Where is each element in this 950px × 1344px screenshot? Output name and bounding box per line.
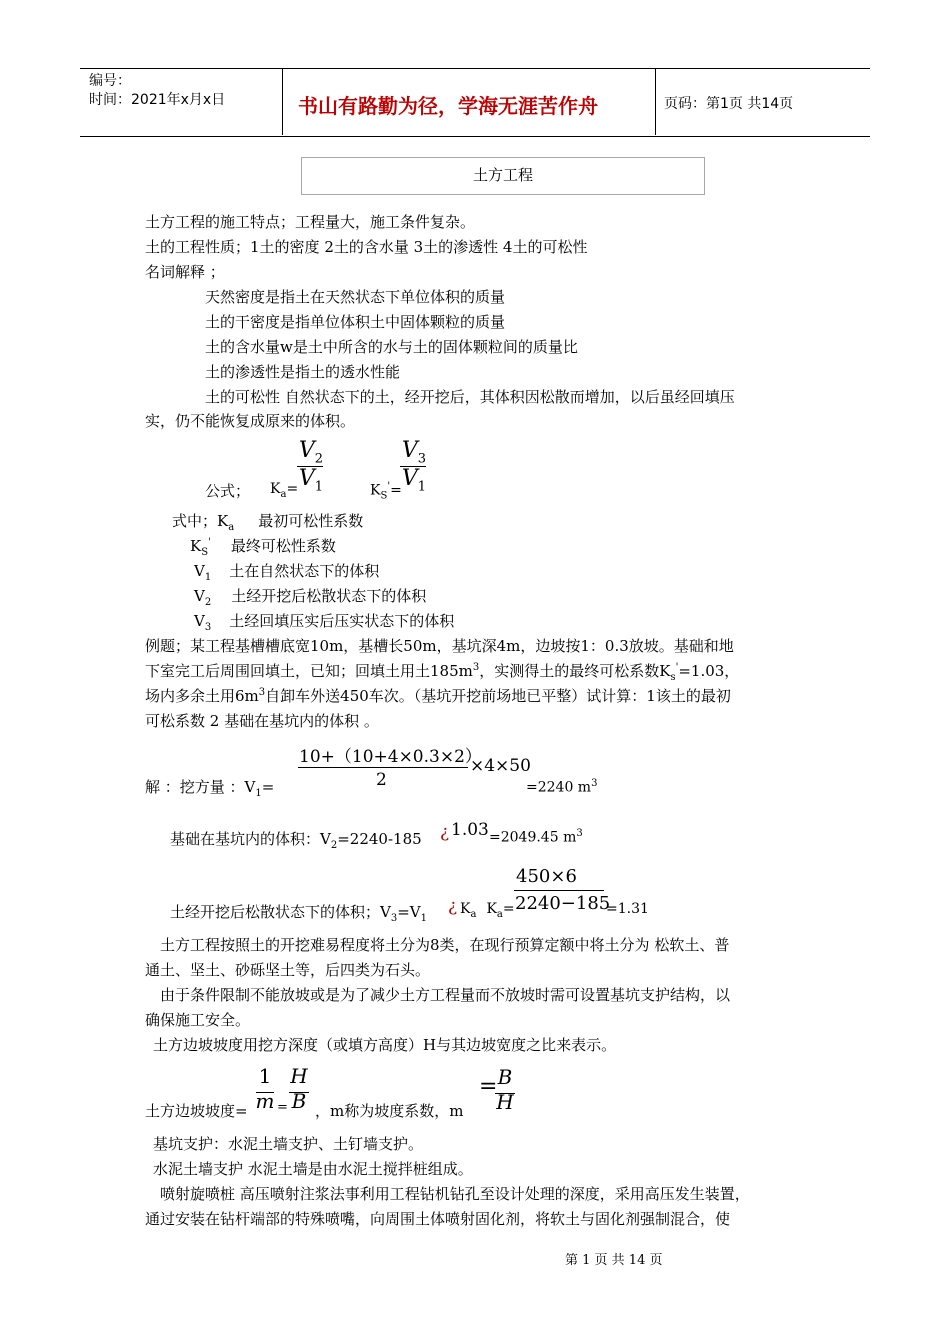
solution-denominator: 2 [376, 770, 387, 790]
solution-label: 解 ：挖方量 ：$V_1=$ [145, 778, 275, 799]
basic-result: =2049.45 $m^3$ [489, 828, 583, 846]
loose-result: =1.31 [606, 901, 649, 917]
jet-pile-line-2: 通过安装在钻杆端部的特殊喷嘴，向周围土体喷射固化剂，将软土与固化剂强制混合，使 [145, 1210, 731, 1228]
slope-intro: 土方边坡坡度用挖方深度（或填方高度）H与其边坡宽度之比来表示。 [153, 1036, 617, 1054]
solution-fraction-line [298, 767, 468, 768]
loose-k: $K_a$ $K_a=$ [460, 901, 515, 920]
where-v1: $V_1$ 土在自然状态下的体积 [194, 562, 380, 583]
para-properties: 土的工程性质；1土的密度 2土的含水量 3土的渗透性 4土的可松性 [145, 238, 588, 256]
basic-glyph: ¿ [440, 822, 450, 842]
jet-pile-line-1: 喷射旋喷桩 高压喷射注浆法事利用工程钻机钻孔至设计处理的深度，采用高压发生装置， [160, 1185, 750, 1203]
def-looseness-1: 土的可松性 自然状态下的土，经开挖后，其体积因松散而增加，以后虽经回填压 [205, 388, 735, 406]
ka-denominator: $V_1$ [298, 466, 324, 495]
header-date-label: 时间：2021年x月x日 [89, 92, 226, 108]
support-line-1: 由于条件限制不能放坡或是为了减少土方工程量而不放坡时需可设置基坑支护结构，以 [160, 986, 731, 1004]
slope-B-2: B [497, 1065, 513, 1089]
slope-one: 1 [258, 1064, 272, 1088]
loose-fraction-line [514, 890, 604, 891]
classify-line-1: 土方工程按照土的开挖难易程度将土分为8类，在现行预算定额中将土分为 松软土、普 [160, 936, 730, 954]
slope-B: B [291, 1089, 307, 1113]
solution-result: =2240 $m^3$ [526, 778, 598, 796]
slope-label: 土方边坡坡度= [145, 1102, 248, 1120]
loose-glyph: ¿ [448, 896, 458, 916]
def-looseness-2: 实，仍不能恢复成原来的体积。 [145, 412, 356, 430]
header-number-label: 编号： [89, 73, 131, 89]
where-v3: $V_3$ 土经回填压实后压实状态下的体积 [194, 612, 455, 633]
classify-line-2: 通土、坚土、砂砾坚土等，后四类为石头。 [145, 961, 431, 979]
solution-numerator: 10+（10+4×0.3×2） [299, 747, 482, 767]
loose-volume: 土经开挖后松散状态下的体积；$V_3=V_1$ [170, 903, 427, 924]
ka-symbol: $K_a=$ [270, 481, 299, 500]
basic-divisor: 1.03 [451, 820, 489, 840]
loose-numerator: 450×6 [516, 866, 577, 887]
where-ks: $K_S'$ 最终可松性系数 [190, 537, 336, 558]
cement-wall: 水泥土墙支护 水泥土墙是由水泥土搅拌桩组成。 [153, 1160, 473, 1178]
example-line-4: 可松系数 2 基础在基坑内的体积 。 [145, 712, 379, 730]
def-water-content: 土的含水量w是土中所含的水与土的固体颗粒间的质量比 [205, 338, 578, 356]
pit-support: 基坑支护：水泥土墙支护、土钉墙支护。 [153, 1135, 424, 1153]
support-line-2: 确保施工安全。 [145, 1011, 251, 1029]
where-ka: 式中；$K_a$ 最初可松性系数 [172, 512, 364, 533]
slope-text: ，m称为坡度系数，m [315, 1102, 464, 1120]
ks-symbol: $K_S'=$ [370, 481, 402, 502]
example-line-3: 场内多余土用$6m^3$自卸车外送450车次。（基坑开挖前场地已平整）试计算：1该土的最初 [145, 687, 731, 705]
def-permeability: 土的渗透性是指土的透水性能 [205, 363, 401, 381]
def-natural-density: 天然密度是指土在天然状态下单位体积的质量 [205, 288, 506, 306]
header-divider-2 [655, 68, 656, 135]
slope-eq-2: = [479, 1074, 498, 1099]
slope-eq-1: = [277, 1100, 288, 1115]
formula-label: 公式； [205, 482, 251, 500]
para-terms: 名词解释 ； [145, 263, 225, 281]
example-line-1: 例题；某工程基槽槽底宽10m，基槽长50m，基坑深4m，边坡按1：0.3放坡。基础和地 [145, 637, 734, 655]
solution-multiplier: ×4×50 [470, 756, 531, 776]
para-features: 土方工程的施工特点；工程量大，施工条件复杂。 [145, 213, 476, 231]
ka-numerator: $V_2$ [298, 438, 324, 467]
slope-H: H [290, 1064, 308, 1088]
ks-numerator: $V_3$ [401, 438, 427, 467]
header-motto: 书山有路勤为径，学海无涯苦作舟 [298, 94, 598, 118]
page-footer: 第 1 页 共 14 页 [565, 1253, 663, 1268]
where-v2: $V_2$ 土经开挖后松散状态下的体积 [194, 587, 427, 608]
header-divider-1 [282, 68, 283, 135]
def-dry-density: 土的干密度是指单位体积土中固体颗粒的质量 [205, 313, 506, 331]
slope-H-2: H [496, 1090, 514, 1114]
slope-m: m [255, 1089, 275, 1113]
loose-denominator: 2240−185 [515, 893, 611, 914]
example-line-2: 下室完工后周围回填土，已知；回填土用土$185m^3$，实测得土的最终可松系数$K_s'=1.03$， [145, 662, 740, 683]
header-page-info: 页码：第1页 共14页 [664, 96, 794, 112]
page-title: 土方工程 [472, 166, 533, 184]
basic-volume: 基础在基坑内的体积：$V_2=2240-185$ [170, 830, 422, 851]
ks-denominator: $V_1$ [401, 466, 427, 495]
